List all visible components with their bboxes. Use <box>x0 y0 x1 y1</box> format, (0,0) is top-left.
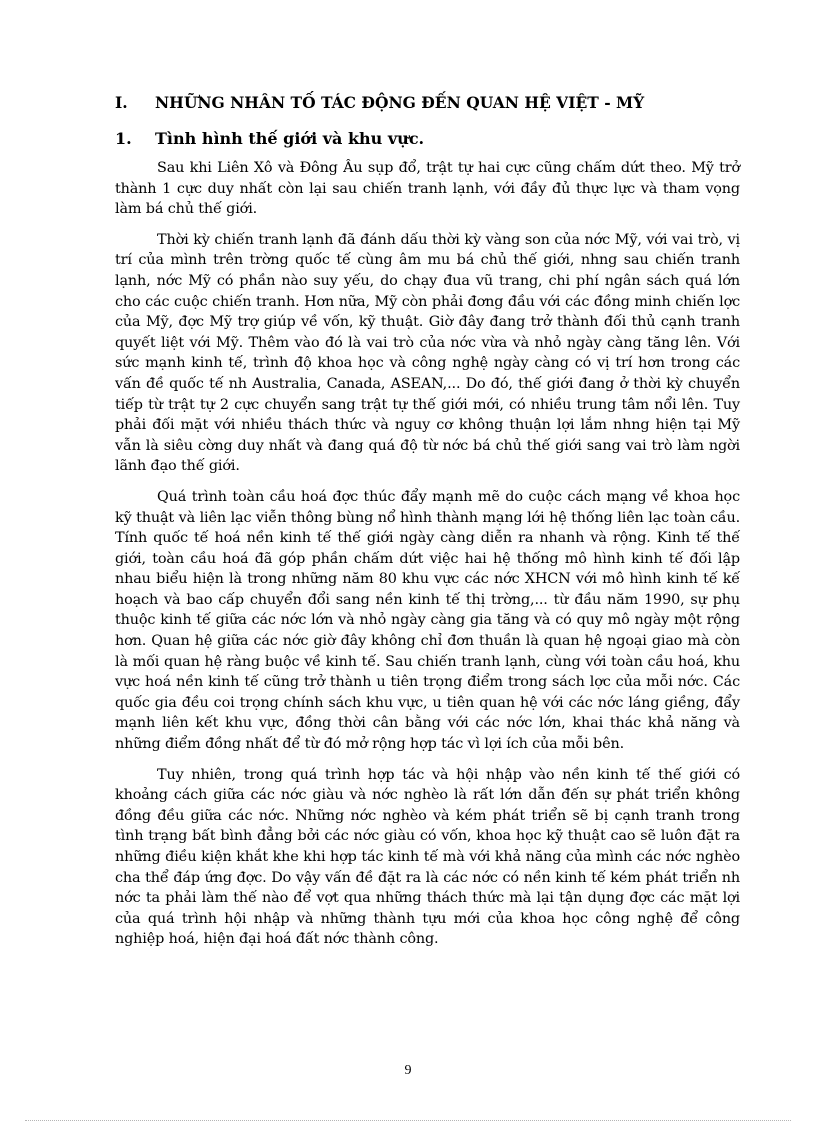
document-page <box>115 92 740 960</box>
paragraph: Sau khi Liên Xô và Đông Âu sụp đổ, trật tự hai cực cũng chấm dứt theo. Mỹ trở thành 1 cực duy nhất còn lại sau chiến tranh lạnh, với đầy đủ thực lực và tham vọng làm bá chủ thế giới. <box>115 160 740 218</box>
paragraph: Quá trình toàn cầu hoá đợc thúc đẩy mạnh mẽ do cuộc cách mạng về khoa học kỹ thuật và liên lạc viễn thông bùng nổ hình thành mạng lới hệ thống liên lạc toàn cầu. Tính quốc tế hoá nền kinh tế thế giới ngày càng diễn ra nhanh và rộng. Kinh tế thế giới, toàn cầu hoá đã góp phần chấm dứt việc hai hệ thống mô hình kinh tế đối lập nhau biểu hiện là trong những năm 80 khu vực các nớc XHCN với mô hình kinh tế kế hoạch và bao cấp chuyển đổi sang nền kinh tế thị trờng,... từ đầu năm 1990, sự phụ thuộc kinh tế giữa các nớc lớn và nhỏ ngày càng gia tăng và có quy mô ngày một rộng hơn. Quan hệ giữa các nớc giờ đây không chỉ đơn thuần là quan hệ ngoại giao mà còn là mối quan hệ ràng buộc về kinh tế. Sau chiến tranh lạnh, cùng với toàn cầu hoá, khu vực hoá nền kinh tế cũng trở thành u tiên trọng điểm trong sách lợc của mỗi nớc. Các quốc gia đều coi trọng chính sách khu vực, u tiên quan hệ với các nớc láng giềng, đẩy mạnh liên kết khu vực, đồng thời cân bằng với các nớc lớn, khai thác khả năng và những điểm đồng nhất để từ đó mở rộng hợp tác vì lợi ích của mỗi bên. <box>115 488 740 753</box>
paragraph: Thời kỳ chiến tranh lạnh đã đánh dấu thời kỳ vàng son của nớc Mỹ, với vai trò, vị trí của mình trên trờng quốc tế cùng âm mu bá chủ thế giới, nhng sau chiến tranh lạnh, nớc Mỹ có phần nào suy yếu, do chạy đua vũ trang, chi phí ngân sách quá lớn cho các cuộc chiến tranh. Hơn nữa, Mỹ còn phải đơng đầu với các đồng minh chiến lợc của Mỹ, đợc Mỹ trợ giúp về vốn, kỹ thuật. Giờ đây đang trở thành đối thủ cạnh tranh quyết liệt với Mỹ. Thêm vào đó là vai trò của nớc vừa và nhỏ ngày càng tăng lên. Với sức mạnh kinh tế, trình độ khoa học và công nghệ ngày càng có vị trí hơn trong các vấn đề quốc tế nh Australia, Canada, ASEAN,... Do đó, thế giới đang ở thời kỳ chuyển tiếp từ trật tự 2 cực chuyển sang trật tự thế giới mới, có nhiều trung tâm nổi lên. Tuy phải đối mặt với nhiều thách thức và nguy cơ không thuận lợi lắm nhng hiện tại Mỹ vẫn là siêu cờng duy nhất và đang quá độ từ nớc bá chủ thế giới sang vai trò làm ngời lãnh đạo thế giới. <box>115 231 740 475</box>
section-number: I. <box>115 93 128 112</box>
subsection-number: 1. <box>115 129 132 148</box>
paragraph: Tuy nhiên, trong quá trình hợp tác và hội nhập vào nền kinh tế thế giới có khoảng cách giữa các nớc giàu và nớc nghèo là rất lớn dẫn đến sự phát triển không đồng đều giữa các nớc. Những nớc nghèo và kém phát triển sẽ bị cạnh tranh trong tình trạng bất bình đẳng bởi các nớc giàu có vốn, khoa học kỹ thuật cao sẽ luôn đặt ra những điều kiện khắt khe khi hợp tác kinh tế mà với khả năng của mình các nớc nghèo cha thể đáp ứng đợc. Do vậy vấn đề đặt ra là các nớc có nền kinh tế kém phát triển nh nớc ta phải làm thế nào để vợt qua những thách thức mà lại tận dụng đợc các mặt lợi của quá trình hội nhập và những thành tựu mới của khoa học công nghệ để công nghiệp hoá, hiện đại hoá đất nớc thành công. <box>115 766 740 948</box>
section-heading <box>115 92 740 114</box>
subsection-heading <box>115 128 740 150</box>
page-bottom-divider <box>25 1120 791 1121</box>
page-number: 9 <box>404 1063 412 1078</box>
subsection-title: Tình hình thế giới và khu vực. <box>155 129 425 148</box>
section-title: NHỮNG NHÂN TỐ TÁC ĐỘNG ĐẾN QUAN HỆ VIỆT - MỸ <box>155 93 645 112</box>
